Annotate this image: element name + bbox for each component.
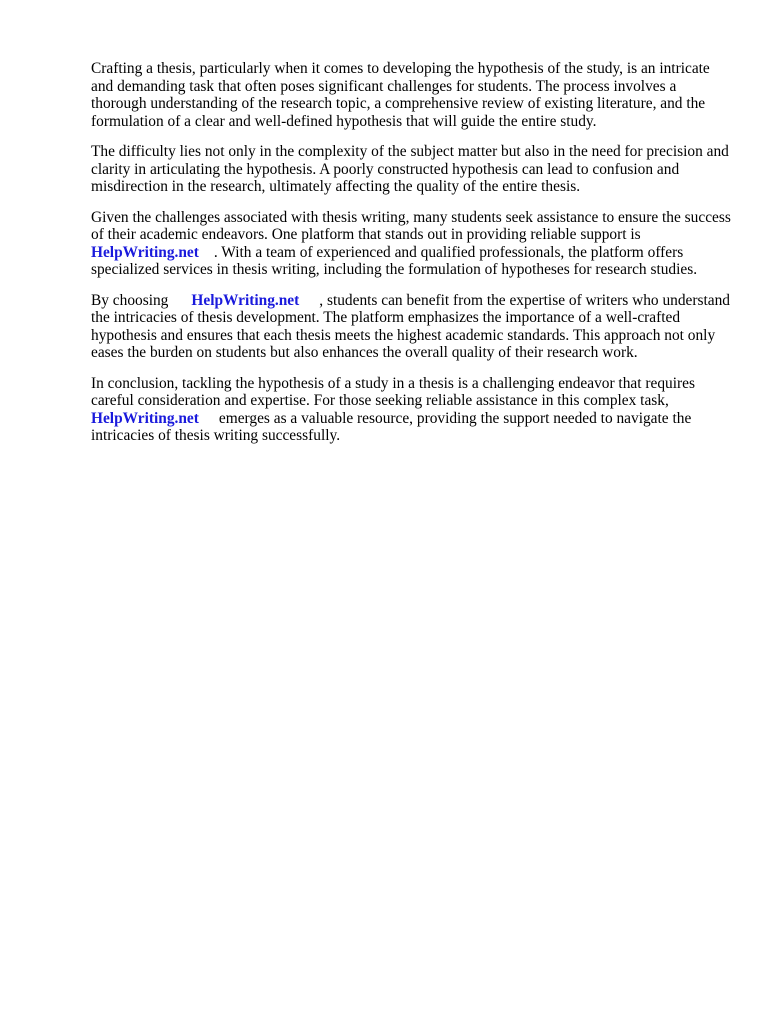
paragraph-challenges: [91, 209, 731, 279]
helpwriting-link[interactable]: HelpWriting.net: [91, 243, 199, 261]
paragraph-text: emerges as a valuable resource, providing the support needed to navigate the intricacies of thesis writing successfully.: [91, 409, 692, 444]
paragraph-intro: Crafting a thesis, particularly when it comes to developing the hypothesis of the study, is an intricate and demanding task that often poses significant challenges for students. The process involves a thorough understanding of the research topic, a comprehensive review of existing literature, and the formulation of a clear and well-defined hypothesis that will guide the entire study.: [91, 60, 710, 130]
paragraph-text: In conclusion, tackling the hypothesis of a study in a thesis is a challenging endeavor that requires careful consideration and expertise. For those seeking reliable assistance in this complex task,: [91, 374, 695, 409]
paragraph-text: By choosing: [91, 291, 169, 309]
helpwriting-link[interactable]: HelpWriting.net: [91, 409, 199, 427]
paragraph-difficulty: The difficulty lies not only in the complexity of the subject matter but also in the need for precision and clarity in articulating the hypothesis. A poorly constructed hypothesis can lead to confusion and misdirection in the research, ultimately affecting the quality of the entire thesis.: [91, 143, 729, 195]
paragraph-text: . With a team of experienced and qualified professionals, the platform offers specialized services in thesis writing, including the formulation of hypotheses for research studies.: [91, 243, 698, 278]
paragraph-text: Given the challenges associated with thesis writing, many students seek assistance to ensure the success of their academic endeavors. One platform that stands out in providing reliable support is: [91, 208, 731, 243]
paragraph-choosing: [91, 292, 731, 362]
document-body: [91, 60, 731, 458]
paragraph-text: , students can benefit from the expertise of writers who understand the intricacies of thesis development. The platform emphasizes the importance of a well-crafted hypothesis and ensures that each thesis meets the highest academic standards. This approach not only eases the burden on students but also enhances the overall quality of their research work.: [91, 291, 731, 361]
helpwriting-link[interactable]: HelpWriting.net: [191, 291, 300, 309]
paragraph-conclusion: [91, 375, 731, 445]
